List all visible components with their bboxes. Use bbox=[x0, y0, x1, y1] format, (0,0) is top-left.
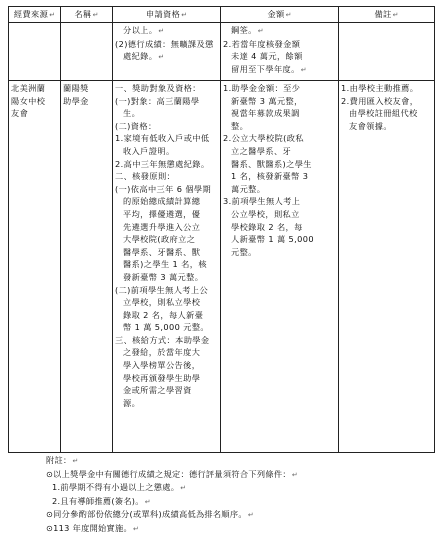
qualification-line: 幣 1 萬 5,000 元整。 bbox=[123, 322, 209, 333]
amount-line: 1 名，核發新臺幣 3 bbox=[231, 171, 309, 182]
qualification-line: 學校再頒發學生助學 bbox=[123, 372, 201, 383]
qualification-line: 醫系)之學生 1 名，核 bbox=[123, 259, 207, 270]
source-line: 陽女中校 bbox=[11, 95, 46, 106]
name-line: 助學金 bbox=[63, 95, 89, 106]
header-funding-source: 經費來源↵ bbox=[9, 7, 61, 23]
qualification-line: 源。 bbox=[123, 397, 141, 408]
cont-qual-line: (2)德行成績：無曠課及懲 bbox=[115, 38, 214, 49]
qualification-line: 立學校，則私立學校 bbox=[123, 297, 201, 308]
continued-row bbox=[9, 23, 435, 81]
cont-qual-cell bbox=[113, 23, 221, 81]
header-row bbox=[9, 7, 435, 23]
qualification-line: 生。 bbox=[123, 108, 141, 119]
amount-line: 學校錄取 2 名，每 bbox=[231, 221, 303, 232]
cont-amount-cell bbox=[221, 23, 339, 81]
cont-source-cell bbox=[9, 23, 61, 81]
name-line: 蘭陽獎 bbox=[63, 83, 89, 93]
qualification-line: (一)對象：高三蘭陽學 bbox=[115, 95, 200, 106]
amount-line: 2.公立大學校院(政私 bbox=[223, 133, 304, 144]
qualification-line: 一、獎助對象及資格： bbox=[115, 83, 201, 93]
footnotes bbox=[46, 454, 426, 536]
source-line: 友會 bbox=[11, 108, 29, 119]
notes-line: 友會領據。 bbox=[349, 120, 392, 131]
notes-line: 由學校註冊組代校 bbox=[349, 108, 418, 119]
source-cell bbox=[9, 81, 61, 453]
header-name: 名稱↵ bbox=[61, 7, 113, 23]
header-amount: 金額↵ bbox=[221, 7, 339, 23]
cont-amount-line: 鋼筌。↵ bbox=[231, 25, 264, 35]
qualification-line: 學入學榜單公告後， bbox=[123, 360, 201, 371]
qualification-line: 的原始總成績計算總 bbox=[123, 196, 201, 207]
amount-line: 新臺幣 3 萬元整， bbox=[231, 95, 303, 106]
qualification-line: 2.高中三年無懲處紀錄。 bbox=[115, 158, 210, 169]
qualification-line: (一)依高中三年 6 個學期 bbox=[115, 183, 212, 194]
cont-amount-line: 未達 4 萬元，餘額 bbox=[231, 51, 303, 62]
cont-qual-line: 分以上。↵ bbox=[123, 25, 165, 35]
qualification-line: 先遴選升學進入公立 bbox=[123, 221, 201, 232]
footnote-item: 1.前學期不得有小過以上之懲處。↵ bbox=[52, 482, 187, 493]
scholarship-table bbox=[8, 6, 435, 453]
footnote-title: 附註：↵ bbox=[46, 455, 79, 465]
qualification-line: 1.家境有低收入戶或中低 bbox=[115, 133, 210, 144]
amount-line: 公立學校，則私立 bbox=[231, 208, 300, 219]
qualification-line: 金或所需之學習資 bbox=[123, 385, 192, 396]
cont-name-cell bbox=[61, 23, 113, 81]
amount-cell bbox=[221, 81, 339, 453]
qualification-line: 之發給，於當年度大 bbox=[123, 347, 201, 358]
qualification-line: 大學校院(政府立之 bbox=[123, 234, 196, 245]
qualification-line: 發新臺幣 3 萬元整。 bbox=[123, 271, 204, 282]
amount-line: 醫系、獸醫系)之學生 bbox=[231, 158, 312, 169]
qualification-line: (二)前項學生無人考上公 bbox=[115, 284, 209, 295]
amount-line: 3.前項學生無人考上 bbox=[223, 196, 301, 207]
qualification-line: 收入戶證明。 bbox=[123, 145, 175, 156]
cont-amount-line: 2.若當年度核發金額 bbox=[223, 38, 301, 49]
qualification-line: 醫學系、牙醫系、獸 bbox=[123, 246, 201, 257]
qualification-cell bbox=[113, 81, 221, 453]
amount-line: 萬元整。 bbox=[231, 183, 266, 194]
cont-qual-line: 處紀錄。↵ bbox=[123, 51, 165, 62]
lanyang-scholarship-row bbox=[9, 81, 435, 453]
header-qualification: 申請資格↵ bbox=[113, 7, 221, 23]
cont-notes-cell bbox=[339, 23, 435, 81]
name-cell bbox=[61, 81, 113, 453]
qualification-line: (二)資格： bbox=[115, 120, 157, 131]
amount-line: 元整。 bbox=[231, 246, 257, 257]
amount-line: 整。 bbox=[231, 120, 249, 131]
footnote-item: ⊙同分參酌部份依總分(或單科)成績高低為排名順序。↵ bbox=[46, 509, 254, 520]
cont-amount-line: 留用至下學年度。↵ bbox=[231, 63, 307, 74]
notes-cell bbox=[339, 81, 435, 453]
footnote-item: 2.且有導師推薦(簽名)。↵ bbox=[52, 495, 151, 506]
qualification-line: 平均，擇優遴選，優 bbox=[123, 208, 201, 219]
notes-line: 2.費用匯入校友會， bbox=[341, 95, 419, 106]
amount-line: 人新臺幣 1 萬 5,000 bbox=[231, 234, 314, 245]
footnote-item: ⊙以上獎學金中有關德行成績之規定：德行評量須符合下列條件：↵ bbox=[46, 468, 298, 479]
amount-line: 1.助學金金額：至少 bbox=[223, 83, 301, 93]
qualification-line: 二、核發原則： bbox=[115, 171, 176, 182]
notes-line: 1.由學校主動推薦。 bbox=[341, 83, 419, 93]
amount-line: 立之醫學系、牙 bbox=[231, 145, 292, 156]
footnote-item: ⊙113 年度開始實施。↵ bbox=[46, 522, 139, 533]
qualification-line: 三、核給方式：本助學金 bbox=[115, 334, 210, 345]
source-line: 北美洲蘭 bbox=[11, 83, 46, 93]
header-notes: 備註↵ bbox=[339, 7, 435, 23]
qualification-line: 錄取 2 名，每人新臺 bbox=[123, 309, 204, 320]
amount-line: 視當年募款成果調 bbox=[231, 108, 300, 119]
